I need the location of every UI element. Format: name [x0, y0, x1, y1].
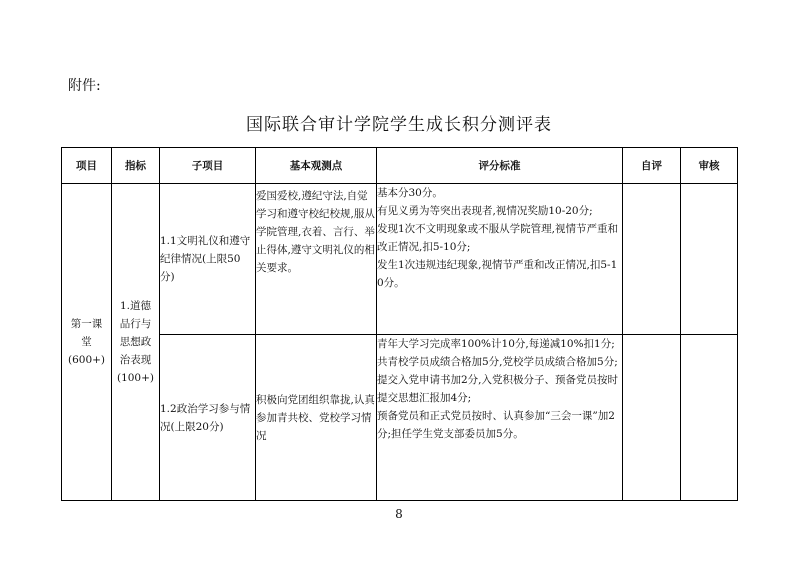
criteria-item: 有见义勇为等突出表现者,视情况奖励10-20分;	[377, 205, 593, 217]
header-row	[62, 148, 738, 184]
self-eval-cell[interactable]	[623, 335, 681, 501]
sub-item-cell: 1.1文明礼仪和遵守纪律情况(上限50分)	[160, 184, 256, 335]
col-header-project: 项目	[62, 148, 112, 184]
col-header-self-eval: 自评	[623, 148, 681, 184]
page-number: 8	[395, 507, 403, 521]
criteria-item: 提交入党申请书加2分,入党积极分子、预备党员按时提交思想汇报加4分;	[377, 374, 619, 404]
project-cell	[62, 184, 112, 501]
criteria-cell	[377, 335, 623, 501]
table-row	[62, 184, 738, 335]
form-title: 国际联合审计学院学生成长积分测评表	[246, 115, 552, 135]
criteria-item: 预备党员和正式党员按时、认真参加“三会一课”加2分;担任学生党支部委员加5分。	[377, 410, 615, 440]
criteria-item: 青年大学习完成率100%计10分,每递减10%扣1分;	[377, 338, 615, 350]
self-eval-cell[interactable]	[623, 184, 681, 335]
observation-cell: 爱国爱校,遵纪守法,自觉学习和遵守校纪校规,服从学院管理,衣着、言行、举止得体,遵守文明礼仪的相关要求。	[256, 184, 377, 335]
review-cell[interactable]	[681, 184, 738, 335]
review-cell[interactable]	[681, 335, 738, 501]
col-header-indicator: 指标	[112, 148, 160, 184]
col-header-observation: 基本观测点	[256, 148, 377, 184]
col-header-review: 审核	[681, 148, 738, 184]
criteria-item: 发生1次违规违纪现象,视情节严重和改正情况,扣5-10分。	[377, 259, 618, 289]
indicator-cell	[112, 184, 160, 501]
evaluation-table	[61, 147, 738, 501]
criteria-item: 基本分30分。	[377, 187, 443, 199]
col-header-criteria: 评分标准	[377, 148, 623, 184]
observation-cell: 积极向党团组织靠拢,认真参加青共校、党校学习情况	[256, 335, 377, 501]
col-header-sub-item: 子项目	[160, 148, 256, 184]
project-text: 第一课堂(600+)	[68, 318, 106, 366]
sub-item-cell: 1.2政治学习参与情况(上限20分)	[160, 335, 256, 501]
criteria-item: 共青校学员成绩合格加5分,党校学员成绩合格加5分;	[377, 356, 618, 368]
criteria-cell	[377, 184, 623, 335]
table-row	[62, 335, 738, 501]
indicator-text: 1.道德品行与思想政治表现(100+)	[116, 300, 155, 384]
attachment-label: 附件:	[68, 78, 101, 94]
criteria-item: 发现1次不文明现象或不服从学院管理,视情节严重和改正情况,扣5-10分;	[377, 223, 619, 253]
